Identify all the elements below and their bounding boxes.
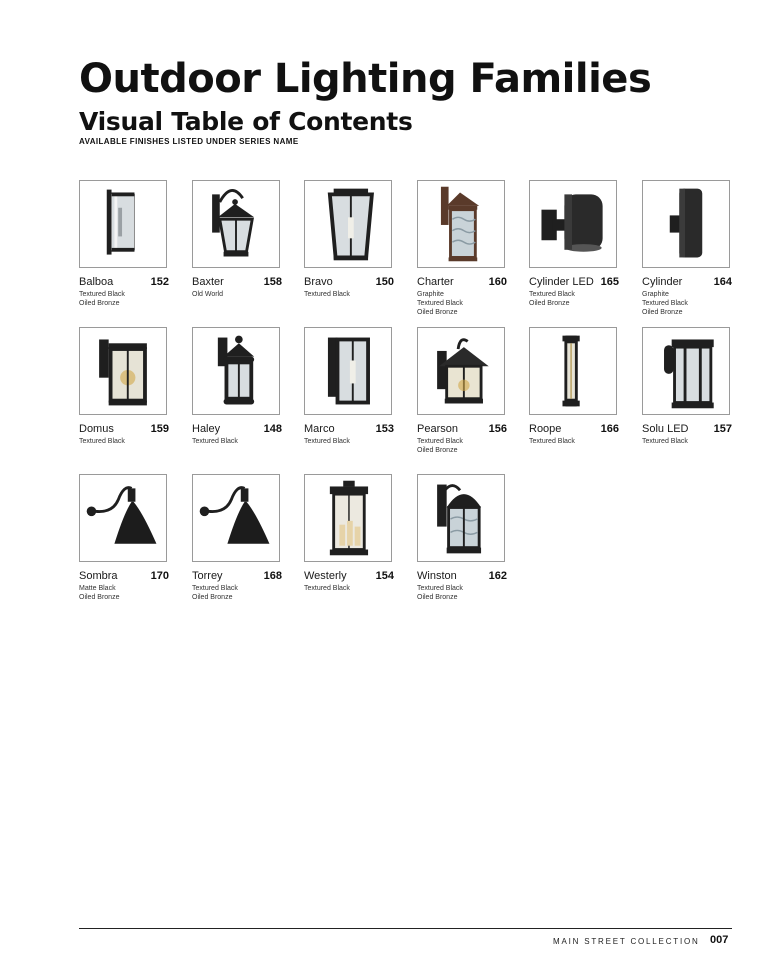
product-thumbnail[interactable]	[192, 327, 280, 415]
finish-list	[192, 290, 223, 299]
product-name: Torrey	[192, 570, 223, 582]
box-lantern-icon	[80, 328, 166, 414]
product-thumbnail[interactable]	[417, 474, 505, 562]
product-card	[304, 474, 416, 609]
finish-item: Textured Black	[79, 291, 125, 298]
tall-cylinder-sconce-icon	[643, 181, 729, 267]
product-page-number: 162	[488, 570, 507, 582]
finish-item: Textured Black	[642, 438, 688, 445]
finish-list	[417, 437, 463, 455]
finish-item: Textured Black	[529, 438, 575, 445]
product-card	[304, 180, 416, 315]
water-glass-lantern-icon	[418, 181, 504, 267]
finish-item: Textured Black	[304, 291, 350, 298]
product-name: Haley	[192, 423, 221, 435]
product-name: Sombra	[79, 570, 118, 582]
finish-item: Textured Black	[192, 438, 238, 445]
finish-list	[79, 584, 119, 602]
finish-list	[529, 290, 575, 308]
round-cylinder-sconce-icon	[530, 181, 616, 267]
product-page-number: 153	[375, 423, 394, 435]
product-name: Solu LED	[642, 423, 689, 435]
cylinder-sconce-icon	[80, 181, 166, 267]
finish-item: Oiled Bronze	[79, 594, 120, 601]
product-thumbnail[interactable]	[192, 474, 280, 562]
finish-item: Old World	[192, 291, 223, 298]
product-name: Westerly	[304, 570, 347, 582]
product-thumbnail[interactable]	[79, 474, 167, 562]
finish-item: Oiled Bronze	[529, 300, 570, 307]
page-subtitle: Visual Table of Contents	[79, 107, 413, 136]
product-page-number: 166	[600, 423, 619, 435]
product-name: Roope	[529, 423, 562, 435]
product-thumbnail[interactable]	[304, 474, 392, 562]
finish-item: Textured Black	[417, 300, 463, 307]
finish-item: Textured Black	[304, 438, 350, 445]
finish-list	[642, 290, 688, 317]
page-title: Outdoor Lighting Families	[79, 56, 652, 102]
finish-item: Matte Black	[79, 585, 116, 592]
round-lantern-icon	[193, 328, 279, 414]
dome-lantern-icon	[418, 475, 504, 561]
finish-item: Textured Black	[529, 291, 575, 298]
finish-list	[304, 290, 350, 299]
footer-divider	[79, 928, 732, 929]
column-lantern-icon	[643, 328, 729, 414]
finish-list	[304, 584, 350, 593]
footer-page-number: 007	[710, 934, 729, 946]
product-card	[417, 474, 529, 609]
product-card	[529, 327, 641, 462]
product-page-number: 159	[150, 423, 169, 435]
product-page-number: 158	[263, 276, 282, 288]
hanging-lantern-icon	[193, 181, 279, 267]
finish-item: Textured Black	[79, 438, 125, 445]
product-name: Bravo	[304, 276, 333, 288]
product-card	[79, 474, 191, 609]
product-thumbnail[interactable]	[529, 327, 617, 415]
product-thumbnail[interactable]	[192, 180, 280, 268]
candle-lantern-icon	[305, 475, 391, 561]
finish-list	[79, 290, 125, 308]
finish-item: Textured Black	[304, 585, 350, 592]
product-page-number: 157	[713, 423, 732, 435]
finish-list	[642, 437, 688, 446]
finish-list	[417, 584, 463, 602]
finish-item: Textured Black	[192, 585, 238, 592]
product-thumbnail[interactable]	[79, 327, 167, 415]
finish-item: Graphite	[417, 291, 444, 298]
product-card	[642, 180, 754, 315]
product-page-number: 164	[713, 276, 732, 288]
product-thumbnail[interactable]	[529, 180, 617, 268]
product-name: Cylinder LED	[529, 276, 594, 288]
finish-item: Oiled Bronze	[417, 309, 458, 316]
product-thumbnail[interactable]	[304, 180, 392, 268]
product-card	[79, 180, 191, 315]
product-card	[79, 327, 191, 462]
product-card	[192, 180, 304, 315]
product-page-number: 152	[150, 276, 169, 288]
product-name: Domus	[79, 423, 114, 435]
product-page-number: 148	[263, 423, 282, 435]
product-card	[642, 327, 754, 462]
product-page-number: 156	[488, 423, 507, 435]
finish-item: Oiled Bronze	[192, 594, 233, 601]
product-name: Winston	[417, 570, 457, 582]
product-thumbnail[interactable]	[642, 180, 730, 268]
finish-list	[304, 437, 350, 446]
product-page-number: 150	[375, 276, 394, 288]
finish-item: Textured Black	[642, 300, 688, 307]
finish-item: Oiled Bronze	[79, 300, 120, 307]
product-card	[304, 327, 416, 462]
product-name: Pearson	[417, 423, 458, 435]
product-thumbnail[interactable]	[642, 327, 730, 415]
product-page-number: 170	[150, 570, 169, 582]
finish-item: Oiled Bronze	[642, 309, 683, 316]
product-name: Balboa	[79, 276, 114, 288]
finish-item: Textured Black	[417, 438, 463, 445]
product-card	[192, 474, 304, 609]
tube-sconce-icon	[530, 328, 616, 414]
product-card	[417, 327, 529, 462]
tapered-lantern-icon	[305, 181, 391, 267]
product-thumbnail[interactable]	[417, 327, 505, 415]
product-thumbnail[interactable]	[417, 180, 505, 268]
finish-list	[192, 437, 238, 446]
finish-item: Textured Black	[417, 585, 463, 592]
finish-list	[529, 437, 575, 446]
rectangle-lantern-icon	[305, 328, 391, 414]
finish-item: Oiled Bronze	[417, 594, 458, 601]
product-page-number: 154	[375, 570, 394, 582]
gooseneck-barn-light-icon	[80, 475, 166, 561]
product-thumbnail[interactable]	[304, 327, 392, 415]
finish-item: Oiled Bronze	[417, 447, 458, 454]
product-card	[417, 180, 529, 315]
product-page-number: 165	[600, 276, 619, 288]
product-name: Marco	[304, 423, 335, 435]
pitched-roof-lantern-icon	[418, 328, 504, 414]
product-name: Cylinder	[642, 276, 683, 288]
product-thumbnail[interactable]	[79, 180, 167, 268]
product-name: Charter	[417, 276, 454, 288]
product-card	[529, 180, 641, 315]
product-page-number: 160	[488, 276, 507, 288]
finish-item: Graphite	[642, 291, 669, 298]
footer-collection: MAIN STREET COLLECTION	[553, 937, 700, 946]
finishes-note: AVAILABLE FINISHES LISTED UNDER SERIES NAME	[79, 137, 299, 146]
product-card	[192, 327, 304, 462]
gooseneck-barn-light-icon	[193, 475, 279, 561]
product-name: Baxter	[192, 276, 224, 288]
product-page-number: 168	[263, 570, 282, 582]
finish-list	[417, 290, 463, 317]
finish-list	[192, 584, 238, 602]
finish-list	[79, 437, 125, 446]
